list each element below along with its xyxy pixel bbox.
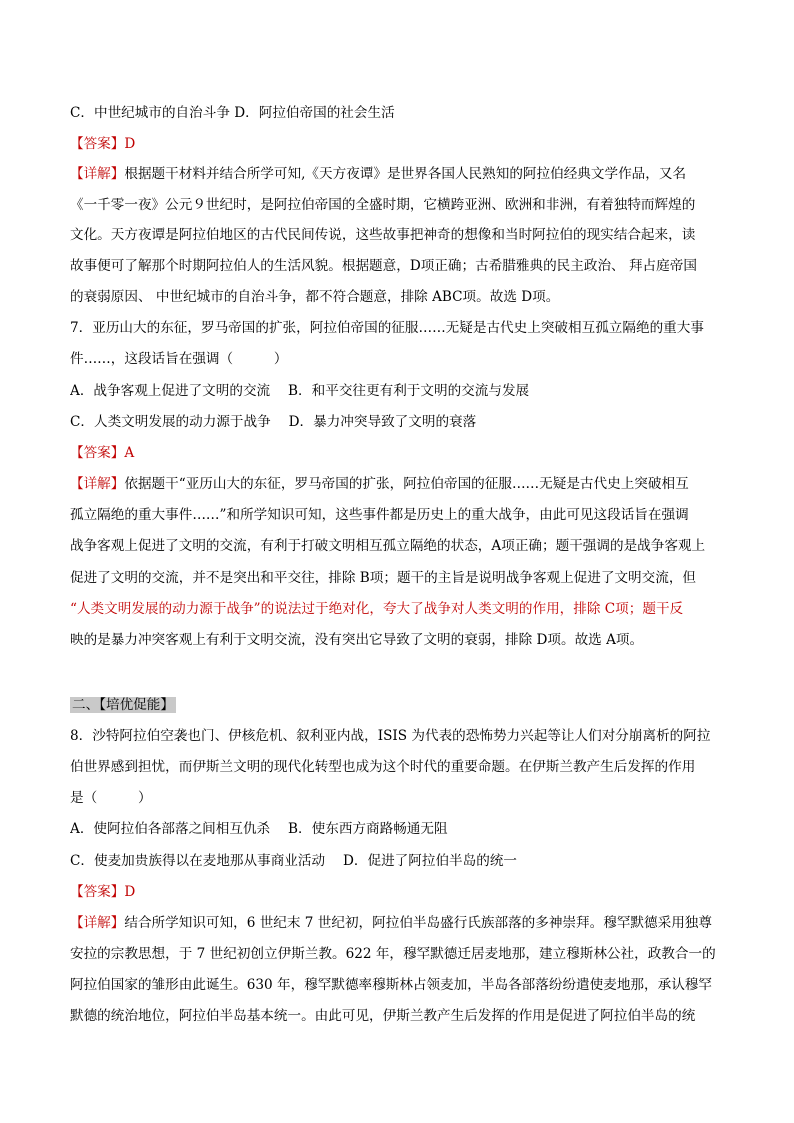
q7-detail-line-6: 映的是暴力冲突客观上有利于文明交流，没有突出它导致了文明的衰弱，排除 D项。故选 A项。 bbox=[70, 632, 644, 648]
q8-detail-line-2: 安拉的宗教思想，于 7 世纪初创立伊斯兰教。622 年，穆罕默德迁居麦地那，建立穆斯林公社，政教合一的 bbox=[70, 946, 716, 962]
q8-stem-line-1: 8．沙特阿拉伯空袭也门、伊核危机、叙利亚内战，ISIS 为代表的恐怖势力兴起等让人们对分崩离析的阿拉 bbox=[70, 728, 711, 744]
q8-detail-line-3: 阿拉伯国家的雏形由此诞生。630 年，穆罕默德率穆斯林占领麦加，半岛各部落纷纷遣使麦地那，承认穆罕 bbox=[70, 977, 712, 993]
answer-value: A bbox=[124, 445, 135, 461]
answer-label: 【答案】 bbox=[70, 136, 125, 152]
section-title: 二、【培优促能】 bbox=[72, 697, 174, 713]
q7-option-ab: A．战争客观上促进了文明的交流 B．和平交往更有利于文明的交流与发展 bbox=[70, 383, 530, 399]
answer-value: D bbox=[124, 884, 136, 900]
q8-detail-line-1: 【详解】结合所学知识可知，6 世纪末 7 世纪初，阿拉伯半岛盛行氏族部落的多神崇拜。穆罕默德采用独尊 bbox=[70, 915, 712, 931]
q7-detail-line-4: 促进了文明的交流，并不是突出和平交往，排除 B项；题干的主旨是说明战争客观上促进了文明交流，但 bbox=[70, 570, 697, 586]
q6-detail-line-5: 的衰弱原因、 中世纪城市的自治斗争，都不符合题意，排除 ABC项。故选 D项。 bbox=[70, 289, 560, 305]
q6-detail-line-2: 《一千零一夜》公元９世纪时，是阿拉伯帝国的全盛时期，它横跨亚洲、欧洲和非洲，有着独特而辉煌的 bbox=[70, 197, 696, 213]
q8-stem-line-3: 是（ ） bbox=[70, 790, 152, 806]
q8-option-cd: C．使麦加贵族得以在麦地那从事商业活动 D．促进了阿拉伯半岛的统一 bbox=[70, 853, 518, 869]
q8-answer bbox=[70, 882, 730, 902]
answer-value: D bbox=[124, 136, 136, 152]
answer-label: 【答案】 bbox=[70, 884, 125, 900]
detail-label: 【详解】 bbox=[70, 915, 125, 931]
q7-stem-line-1: 7．亚历山大的东征，罗马帝国的扩张，阿拉伯帝国的征服……无疑是古代史上突破相互孤立隔绝的重大事 bbox=[70, 320, 704, 336]
q6-detail-line-4: 故事便可了解那个时期阿拉伯人的生活风貌。根据题意，D项正确；古希腊雅典的民主政治、 拜占庭帝国 bbox=[70, 258, 697, 274]
q8-option-ab: A．使阿拉伯各部落之间相互仇杀 B．使东西方商路畅通无阻 bbox=[70, 821, 448, 837]
q8-stem-line-2: 伯世界感到担忧，而伊斯兰文明的现代化转型也成为这个时代的重要命题。在伊斯兰教产生后发挥的作用 bbox=[70, 759, 696, 775]
q6-answer bbox=[70, 134, 730, 154]
section-heading bbox=[70, 695, 730, 715]
q7-detail-line-2: 孤立隔绝的重大事件……”和所学知识可知，这些事件都是历史上的重大战争，由此可见这段话旨在强调 bbox=[70, 507, 689, 523]
q6-detail-line-1: 【详解】根据题干材料并结合所学可知,《天方夜谭》是世界各国人民熟知的阿拉伯经典文学作品，又名 bbox=[70, 166, 687, 182]
q7-stem-line-2: 件……，这段话旨在强调（ ） bbox=[70, 351, 288, 367]
q7-option-cd: C．人类文明发展的动力源于战争 D．暴力冲突导致了文明的衰落 bbox=[70, 414, 477, 430]
q6-detail-line-3: 文化。天方夜谭是阿拉伯地区的古代民间传说，这些故事把神奇的想像和当时阿拉伯的现实结合起来，读 bbox=[70, 227, 696, 243]
q6-options-cd: C．中世纪城市的自治斗争 D．阿拉伯帝国的社会生活 bbox=[70, 105, 395, 121]
detail-label: 【详解】 bbox=[70, 476, 125, 492]
answer-label: 【答案】 bbox=[70, 445, 125, 461]
q7-detail-line-1: 【详解】依据题干“亚历山大的东征，罗马帝国的扩张，阿拉伯帝国的征服……无疑是古代史上突破相互 bbox=[70, 476, 689, 492]
q7-detail-line-3: 战争客观上促进了文明的交流，有利于打破文明相互孤立隔绝的状态，A项正确；题干强调的是战争客观上 bbox=[70, 538, 706, 554]
q7-answer bbox=[70, 443, 730, 463]
q8-detail-line-4: 默德的统治地位，阿拉伯半岛基本统一。由此可见，伊斯兰教产生后发挥的作用是促进了阿拉伯半岛的统 bbox=[70, 1008, 696, 1024]
q7-detail-line-5: “人类文明发展的动力源于战争”的说法过于绝对化，夸大了战争对人类文明的作用，排除 C项；题干反 bbox=[70, 601, 684, 617]
detail-label: 【详解】 bbox=[70, 166, 125, 182]
